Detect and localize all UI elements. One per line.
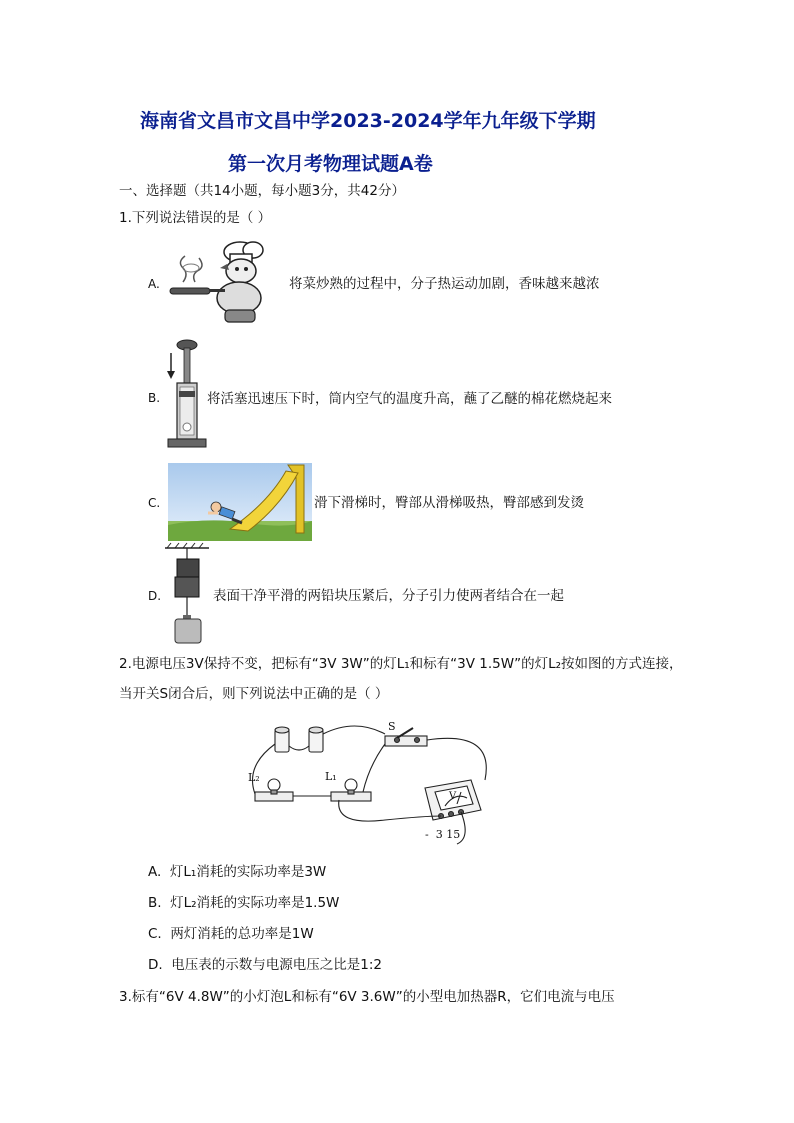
section-heading: 一、选择题（共14小题，每小题3分，共42分） xyxy=(119,183,405,199)
title-line1: 海南省文昌市文昌中学2023-2024学年九年级下学期 xyxy=(140,110,596,132)
switch-label: S xyxy=(388,720,396,733)
q1-stem: 1.下列说法错误的是（ ） xyxy=(119,210,272,226)
slide-illustration xyxy=(168,463,312,541)
q1-option-a-text: 将菜炒熟的过程中，分子热运动加剧，香味越来越浓 xyxy=(289,276,600,292)
q1-option-c-text: 滑下滑梯时，臀部从滑梯吸热，臀部感到发烫 xyxy=(314,495,584,511)
voltmeter-terminals-label: - 3 15 xyxy=(425,828,461,841)
lead-blocks-illustration xyxy=(163,543,213,647)
voltmeter-label: V xyxy=(449,791,457,802)
q2-option-c xyxy=(148,926,314,942)
q1-option-a-letter: A. xyxy=(148,277,160,291)
q2-option-d-letter: D. xyxy=(148,957,163,973)
q2-option-a xyxy=(148,864,326,880)
lamp-l2-label: L₂ xyxy=(248,771,260,784)
q2-option-d xyxy=(148,957,382,973)
q1-option-c-letter: C. xyxy=(148,496,161,510)
q2-stem-line2: 当开关S闭合后，则下列说法中正确的是（ ） xyxy=(119,686,389,702)
q1-option-b-text: 将活塞迅速压下时，筒内空气的温度升高，蘸了乙醚的棉花燃烧起来 xyxy=(207,391,612,407)
piston-cylinder-illustration xyxy=(160,339,210,451)
q2-option-c-text: 两灯消耗的总功率是1W xyxy=(170,926,314,942)
q2-option-b-text: 灯L₂消耗的实际功率是1.5W xyxy=(170,895,340,911)
cooking-illustration xyxy=(165,238,285,326)
q1-option-b-letter: B. xyxy=(148,391,161,405)
q1-option-d-letter: D. xyxy=(148,589,162,603)
q2-option-d-text: 电压表的示数与电源电压之比是1:2 xyxy=(171,957,383,973)
q2-stem-line1: 2.电源电压3V保持不变，把标有“3V 3W”的灯L₁和标有“3V 1.5W”的灯L₂按如图的方式连接， xyxy=(119,656,683,672)
q3-stem: 3.标有“6V 4.8W”的小灯泡L和标有“6V 3.6W”的小型电加热器R，它们电流与电压 xyxy=(119,989,615,1005)
q2-option-c-letter: C. xyxy=(148,926,162,942)
q2-option-a-letter: A. xyxy=(148,864,162,880)
q1-option-d-text: 表面干净平滑的两铅块压紧后，分子引力使两者结合在一起 xyxy=(213,588,564,604)
circuit-diagram xyxy=(245,716,505,846)
q2-option-a-text: 灯L₁消耗的实际功率是3W xyxy=(169,864,327,880)
title-line2: 第一次月考物理试题A卷 xyxy=(228,153,433,175)
q2-option-b-letter: B. xyxy=(148,895,162,911)
lamp-l1-label: L₁ xyxy=(325,770,337,783)
q2-option-b xyxy=(148,895,339,911)
